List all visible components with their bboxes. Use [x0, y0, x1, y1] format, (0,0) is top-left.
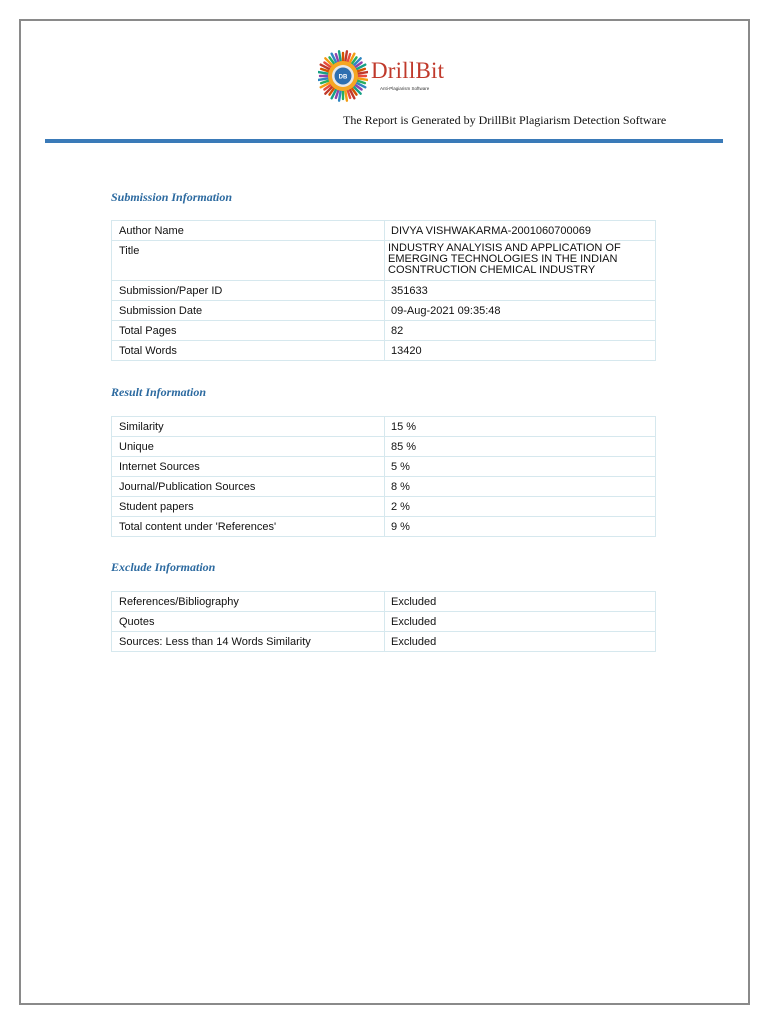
table-row: [112, 417, 656, 437]
table-row: [112, 281, 656, 301]
submission-table: [111, 220, 656, 361]
drillbit-logo: [318, 47, 458, 105]
row-value: INDUSTRY ANALYISIS AND APPLICATION OF EMERGING TECHNOLOGIES IN THE INDIAN COSNTRUCTION CHEMICAL INDUSTRY: [385, 241, 656, 281]
table-row: [112, 437, 656, 457]
logo-ray: [345, 90, 347, 101]
row-value: 2 %: [385, 497, 656, 517]
row-value: 09-Aug-2021 09:35:48: [385, 301, 656, 321]
table-row: [112, 241, 656, 281]
brand-name: DrillBit: [371, 58, 445, 83]
result-section-title: Result Information: [111, 385, 207, 399]
row-value: DIVYA VISHWAKARMA-2001060700069: [385, 221, 656, 241]
table-row: [112, 221, 656, 241]
table-row: [112, 321, 656, 341]
row-value: 351633: [385, 281, 656, 301]
row-label: Author Name: [112, 221, 385, 241]
logo-ray: [318, 78, 329, 80]
row-value: 5 %: [385, 457, 656, 477]
drillbit-sunburst-logo-icon: [318, 47, 368, 105]
table-row: [112, 301, 656, 321]
row-value: Excluded: [385, 612, 656, 632]
table-row: [112, 612, 656, 632]
row-value: 82: [385, 321, 656, 341]
row-label: Submission/Paper ID: [112, 281, 385, 301]
row-label: Title: [112, 241, 385, 281]
row-label: Journal/Publication Sources: [112, 477, 385, 497]
row-label: Unique: [112, 437, 385, 457]
exclude-section-title: Exclude Information: [111, 560, 216, 574]
table-row: [112, 341, 656, 361]
row-label: Similarity: [112, 417, 385, 437]
row-value: 15 %: [385, 417, 656, 437]
exclude-table: [111, 591, 656, 652]
logo-monogram: DB: [338, 74, 348, 81]
row-label: Internet Sources: [112, 457, 385, 477]
table-row: [112, 497, 656, 517]
logo-ray: [339, 51, 341, 62]
row-label: References/Bibliography: [112, 592, 385, 612]
logo-ray: [357, 78, 368, 80]
logo-ray: [345, 51, 347, 62]
row-label: Quotes: [112, 612, 385, 632]
row-value: 85 %: [385, 437, 656, 457]
row-label: Sources: Less than 14 Words Similarity: [112, 632, 385, 652]
table-row: [112, 592, 656, 612]
table-row: [112, 517, 656, 537]
header-divider: [45, 139, 723, 143]
table-row: [112, 477, 656, 497]
row-label: Submission Date: [112, 301, 385, 321]
table-row: [112, 632, 656, 652]
row-label: Total Words: [112, 341, 385, 361]
brand-tagline: Anti-Plagiarism Software: [380, 86, 430, 91]
logo-ray: [318, 72, 329, 74]
row-value: 9 %: [385, 517, 656, 537]
row-label: Total Pages: [112, 321, 385, 341]
row-value: Excluded: [385, 592, 656, 612]
result-table: [111, 416, 656, 537]
row-value: Excluded: [385, 632, 656, 652]
row-value: 13420: [385, 341, 656, 361]
logo-ray: [357, 72, 368, 74]
submission-section-title: Submission Information: [111, 190, 233, 204]
logo-ray: [339, 90, 341, 101]
row-label: Student papers: [112, 497, 385, 517]
row-label: Total content under 'References': [112, 517, 385, 537]
table-row: [112, 457, 656, 477]
report-generated-line: The Report is Generated by DrillBit Plagiarism Detection Software: [343, 113, 667, 127]
row-value: 8 %: [385, 477, 656, 497]
